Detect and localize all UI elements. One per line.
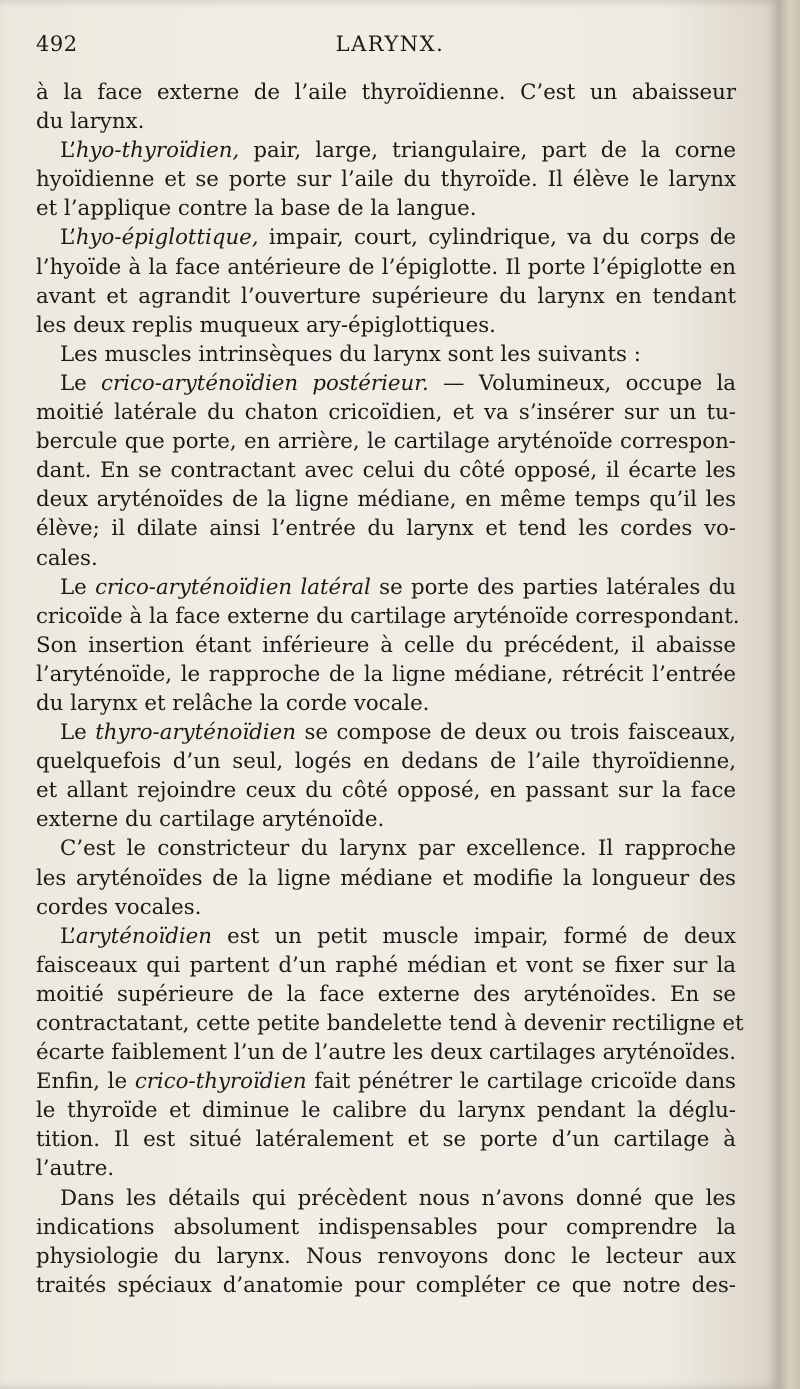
text-run: traités spéciaux d’anatomie pour compléter ce que notre des- <box>36 1272 736 1298</box>
text-run: L’ <box>60 138 76 164</box>
text-run: externe du cartilage aryténoïde. <box>36 807 385 833</box>
text-line <box>36 253 736 282</box>
text-run: moitié latérale du chaton cricoïdien, et va s’insérer sur un tu- <box>36 400 736 426</box>
text-line <box>36 951 736 980</box>
text-run: impair, court, cylindrique, va du corps de <box>258 225 736 251</box>
text-line <box>36 78 736 107</box>
text-run: avant et agrandit l’ouverture supérieure du larynx en tendant <box>36 283 736 309</box>
muscle-name: crico-aryténoïdien postérieur. <box>101 370 429 396</box>
muscle-name: crico-thyroïdien <box>134 1069 307 1095</box>
text-line <box>36 514 736 543</box>
text-run: pair, large, triangulaire, part de la corne <box>239 138 736 164</box>
text-line <box>36 136 736 165</box>
text-run: Le <box>60 720 96 746</box>
text-run: faisceaux qui partent d’un raphé médian et vont se fixer sur la <box>36 952 736 978</box>
text-line <box>36 1242 736 1271</box>
text-run: cordes vocales. <box>36 894 202 920</box>
muscle-name: hyo-thyroïdien, <box>75 138 240 164</box>
text-run: physiologie du larynx. Nous renvoyons donc le lecteur aux <box>36 1243 736 1269</box>
text-line <box>36 165 736 194</box>
text-line <box>36 1009 744 1038</box>
muscle-name: thyro-aryténoïdien <box>95 720 296 746</box>
text-run: les deux replis muqueux ary-épiglottiques. <box>36 312 496 338</box>
text-line <box>36 223 736 252</box>
text-run: élève; il dilate ainsi l’entrée du larynx et tend les cordes vo- <box>36 516 736 542</box>
text-line <box>36 1154 736 1183</box>
text-run: et l’applique contre la base de la langue. <box>36 196 477 222</box>
body-text <box>36 78 744 1300</box>
text-line <box>36 660 736 689</box>
text-run: l’aryténoïde, le rapproche de la ligne médiane, rétrécit l’entrée <box>36 661 736 687</box>
text-line <box>36 107 736 136</box>
text-line <box>36 1125 736 1154</box>
text-run: hyoïdienne et se porte sur l’aile du thyroïde. Il élève le larynx <box>36 167 736 193</box>
text-run: Le <box>60 574 96 600</box>
text-run: se porte des parties latérales du <box>370 574 736 600</box>
muscle-name: crico-aryténoïdien latéral <box>95 574 371 600</box>
text-line <box>36 194 736 223</box>
text-run: du larynx. <box>36 109 145 135</box>
text-line <box>36 922 736 951</box>
text-line <box>36 485 736 514</box>
text-run: quelquefois d’un seul, logés en dedans de l’aile thyroïdienne, <box>36 749 736 775</box>
text-line <box>36 718 736 747</box>
text-line <box>36 369 736 398</box>
text-run: Son insertion étant inférieure à celle du précédent, il abaisse <box>36 632 736 658</box>
text-run: à la face externe de l’aile thyroïdienne. C’est un abaisseur <box>36 80 736 105</box>
text-run: fait pénétrer le cartilage cricoïde dans <box>306 1069 736 1095</box>
page-header <box>36 32 736 62</box>
text-line <box>36 311 736 340</box>
text-run: L’ <box>60 923 76 949</box>
text-run: Dans les détails qui précèdent nous n’avons donné que les <box>60 1185 736 1211</box>
text-run: bercule que porte, en arrière, le cartilage aryténoïde correspon- <box>36 429 736 455</box>
text-run: C’est le constricteur du larynx par excellence. Il rapproche <box>60 836 736 862</box>
page-edge <box>780 0 800 1389</box>
text-run: se compose de deux ou trois faisceaux, <box>295 720 737 746</box>
text-line <box>36 1213 736 1242</box>
text-line <box>36 282 736 311</box>
text-run: indications absolument indispensables pour comprendre la <box>36 1214 736 1240</box>
text-line <box>36 398 736 427</box>
text-run: et allant rejoindre ceux du côté opposé, en passant sur la face <box>36 778 736 804</box>
text-line <box>36 893 736 922</box>
text-run: Le <box>60 370 102 396</box>
text-line <box>36 573 736 602</box>
text-run: l’hyoïde à la face antérieure de l’épiglotte. Il porte l’épiglotte en <box>36 254 736 280</box>
text-line <box>36 427 736 456</box>
text-line <box>36 456 736 485</box>
text-run: cales. <box>36 545 98 571</box>
text-run: moitié supérieure de la face externe des aryténoïdes. En se <box>36 981 736 1007</box>
text-line <box>36 340 736 369</box>
text-run: écarte faiblement l’un de l’autre les deux cartilages aryténoïdes. <box>36 1040 736 1066</box>
text-run: contractatant, cette petite bandelette tend à devenir rectiligne et <box>36 1011 744 1036</box>
text-run: deux aryténoïdes de la ligne médiane, en même temps qu’il les <box>36 487 736 513</box>
text-line <box>36 1096 736 1125</box>
text-line <box>36 602 740 631</box>
text-run: cricoïde à la face externe du cartilage aryténoïde correspondant. <box>36 603 740 629</box>
text-line <box>36 1271 736 1300</box>
text-line <box>36 834 736 863</box>
text-run: l’autre. <box>36 1156 115 1182</box>
text-run: Les muscles intrinsèques du larynx sont les suivants : <box>60 341 641 367</box>
text-line <box>36 805 736 834</box>
text-run: les aryténoïdes de la ligne médiane et modifie la longueur des <box>36 865 736 891</box>
text-run: L’ <box>60 225 76 251</box>
text-run: le thyroïde et diminue le calibre du larynx pendant la déglu- <box>36 1098 736 1124</box>
text-line <box>36 1184 736 1213</box>
text-line <box>36 776 736 805</box>
text-line <box>36 980 736 1009</box>
text-run: Enfin, le <box>36 1069 135 1095</box>
muscle-name: aryténoïdien <box>75 923 212 949</box>
text-line <box>36 1038 736 1067</box>
running-title: LARYNX. <box>335 32 445 56</box>
text-line <box>36 1067 736 1096</box>
text-line <box>36 631 736 660</box>
text-run: est un petit muscle impair, formé de deux <box>212 923 736 949</box>
text-run: tition. Il est situé latéralement et se porte d’un cartilage à <box>36 1127 736 1153</box>
text-line <box>36 689 736 718</box>
muscle-name: hyo-épiglottique, <box>75 225 259 251</box>
page-number: 492 <box>36 32 78 56</box>
text-line <box>36 864 736 893</box>
text-line <box>36 747 736 776</box>
text-run: — Volumineux, occupe la <box>428 370 737 396</box>
text-run: du larynx et relâche la corde vocale. <box>36 690 430 716</box>
text-line <box>36 544 736 573</box>
text-run: dant. En se contractant avec celui du côté opposé, il écarte les <box>36 458 736 484</box>
